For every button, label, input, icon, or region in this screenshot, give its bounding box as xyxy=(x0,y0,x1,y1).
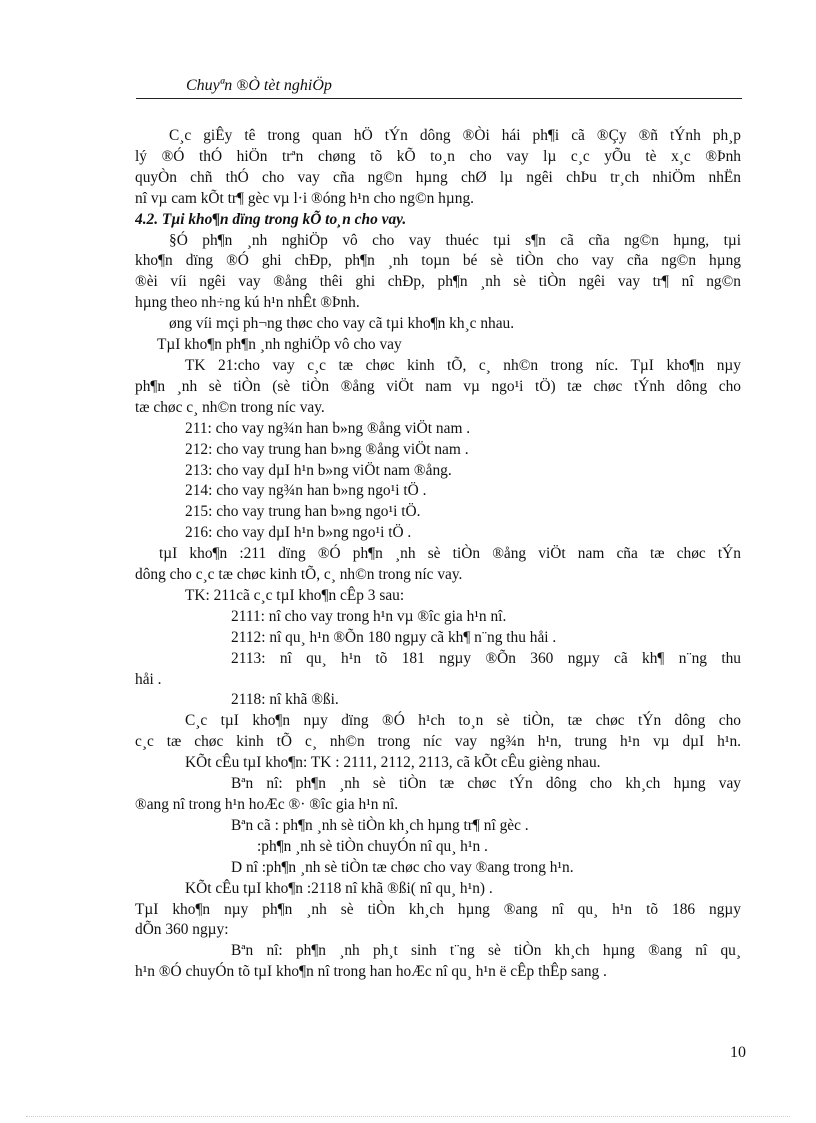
paragraph-line: lý ®Ó thÓ hiÖn trªn chøng tõ kÕ to¸n cho vay lµ c¸c yÕu tè x¸c ®Þnh xyxy=(135,147,741,165)
paragraph-line: TK 21:cho vay c¸c tæ chøc kinh tÕ, c¸ nh©n trong níc. TµI kho¶n nµy xyxy=(185,356,741,374)
paragraph-line: Bªn cã : ph¶n ¸nh sè tiÒn kh¸ch hµng tr¶ nî gèc . xyxy=(231,816,529,834)
paragraph-line: dÕn 360 ngµy: xyxy=(135,921,229,939)
paragraph-line: ph¶n ¸nh sè tiÒn (sè tiÒn ®ång viÖt nam vµ ngo¹i tÖ) tæ chøc tÝnh dông cho xyxy=(135,377,741,395)
paragraph-line: tµI kho¶n :211 dïng ®Ó ph¶n ¸nh sè tiÒn ®ång viÖt nam cña tæ chøc tÝn xyxy=(159,545,741,563)
paragraph-line: tæ chøc c¸ nh©n trong níc vay. xyxy=(135,398,325,416)
paragraph-line: KÕt cÊu tµI kho¶n: TK : 2111, 2112, 2113, cã kÕt cÊu gièng nhau. xyxy=(185,754,601,772)
sub-account-item: 2118: nî khã ®ßi. xyxy=(231,691,339,709)
page-number: 10 xyxy=(730,1044,746,1061)
paragraph-line: TµI kho¶n nµy ph¶n ¸nh sè tiÒn kh¸ch hµng ®ang nî qu¸ h¹n tõ 186 ngµy xyxy=(135,900,741,918)
document-body xyxy=(135,126,741,983)
page-header-title: Chuyªn ®Ò tèt nghiÖp xyxy=(186,77,332,94)
paragraph-line: hµng theo nh÷ng kú h¹n nhÊt ®Þnh. xyxy=(135,294,360,312)
paragraph-line: §Ó ph¶n ¸nh nghiÖp vô cho vay thuéc tµi s¶n cã cña ng©n hµng, tµi xyxy=(169,231,741,249)
section-heading: 4.2. Tµi kho¶n dïng trong kÕ to¸n cho vay. xyxy=(135,210,407,228)
account-list-item: 213: cho vay dµI h¹n b»ng viÖt nam ®ång. xyxy=(185,461,452,479)
paragraph-line: c¸c tæ chøc kinh tÕ c¸ nh©n trong níc vay ng¾n h¹n, trung h¹n vµ dµI h¹n. xyxy=(135,733,741,751)
account-list-item: 216: cho vay dµI h¹n b»ng ngo¹i tÖ . xyxy=(185,524,412,542)
paragraph-line: D nî :ph¶n ¸nh sè tiÒn tæ chøc cho vay ®ang trong h¹n. xyxy=(231,858,574,876)
footer-divider xyxy=(26,1116,790,1117)
sub-account-item: 2113: nî qu¸ h¹n tõ 181 ngµy ®Õn 360 ngµy cã kh¶ n¨ng thu xyxy=(231,649,741,667)
account-list-item: 214: cho vay ng¾n han b»ng ngo¹i tÖ . xyxy=(185,482,427,500)
header-divider xyxy=(136,98,742,99)
sub-account-item: håi . xyxy=(135,670,162,688)
paragraph-line: C¸c tµI kho¶n nµy dïng ®Ó h¹ch to¸n sè tiÒn, tæ chøc tÝn dông cho xyxy=(185,712,741,730)
paragraph-line: nî vµ cam kÕt tr¶ gèc vµ l·i ®óng h¹n cho ng©n hµng. xyxy=(135,189,474,207)
paragraph-line: Bªn nî: ph¶n ¸nh sè tiÒn tæ chøc tÝn dông cho kh¸ch hµng vay xyxy=(231,775,741,793)
paragraph-line: KÕt cÊu tµI kho¶n :2118 nî khã ®ßi( nî qu¸ h¹n) . xyxy=(185,879,493,897)
account-list-item: 215: cho vay trung han b»ng ngo¹i tÖ. xyxy=(185,503,421,521)
paragraph-line: kho¶n dïng ®Ó ghi chÐp, ph¶n ¸nh toµn bé sè tiÒn cho vay cña ng©n hµng xyxy=(135,252,741,270)
paragraph-line: Bªn nî: ph¶n ¸nh ph¸t sinh t¨ng sè tiÒn kh¸ch hµng ®ang nî qu¸ xyxy=(231,942,741,960)
paragraph-line: :ph¶n ¸nh sè tiÒn chuyÓn nî qu¸ h¹n . xyxy=(257,837,488,855)
paragraph-line: h¹n ®Ó chuyÓn tõ tµI kho¶n nî trong han hoÆc nî qu¸ h¹n ë cÊp thÊp sang . xyxy=(135,963,607,981)
paragraph-line: ®ang nî trong h¹n hoÆc ®· ®îc gia h¹n nî. xyxy=(135,796,399,813)
paragraph-line: dông cho c¸c tæ chøc kinh tÕ, c¸ nh©n trong níc vay. xyxy=(135,566,463,584)
paragraph-line: ®èi víi ngêi vay ®ång thêi ghi chÐp, ph¶n ¸nh sè tiÒn ngêi vay tr¶ nî ng©n xyxy=(135,273,741,291)
sub-account-item: 2111: nî cho vay trong h¹n vµ ®îc gia h¹n nî. xyxy=(231,607,507,625)
paragraph-line: TK: 211cã c¸c tµI kho¶n cÊp 3 sau: xyxy=(185,586,405,604)
sub-account-item: 2112: nî qu¸ h¹n ®Õn 180 ngµy cã kh¶ n¨ng thu håi . xyxy=(231,628,557,646)
paragraph-line: quyÒn chñ thÓ cho vay cña ng©n hµng chØ lµ ngêi chÞu tr¸ch nhiÖm nhËn xyxy=(135,168,741,186)
paragraph-line: C¸c giÊy tê trong quan hÖ tÝn dông ®Òi hái ph¶i cã ®Çy ®ñ tÝnh ph¸p xyxy=(169,127,741,144)
paragraph-line: TµI kho¶n ph¶n ¸nh nghiÖp vô cho vay xyxy=(157,336,402,354)
account-list-item: 211: cho vay ng¾n han b»ng ®ång viÖt nam . xyxy=(185,419,471,437)
paragraph-line: øng víi mçi ph¬ng thøc cho vay cã tµi kho¶n kh¸c nhau. xyxy=(169,315,515,333)
account-list-item: 212: cho vay trung han b»ng ®ång viÖt nam . xyxy=(185,440,469,458)
